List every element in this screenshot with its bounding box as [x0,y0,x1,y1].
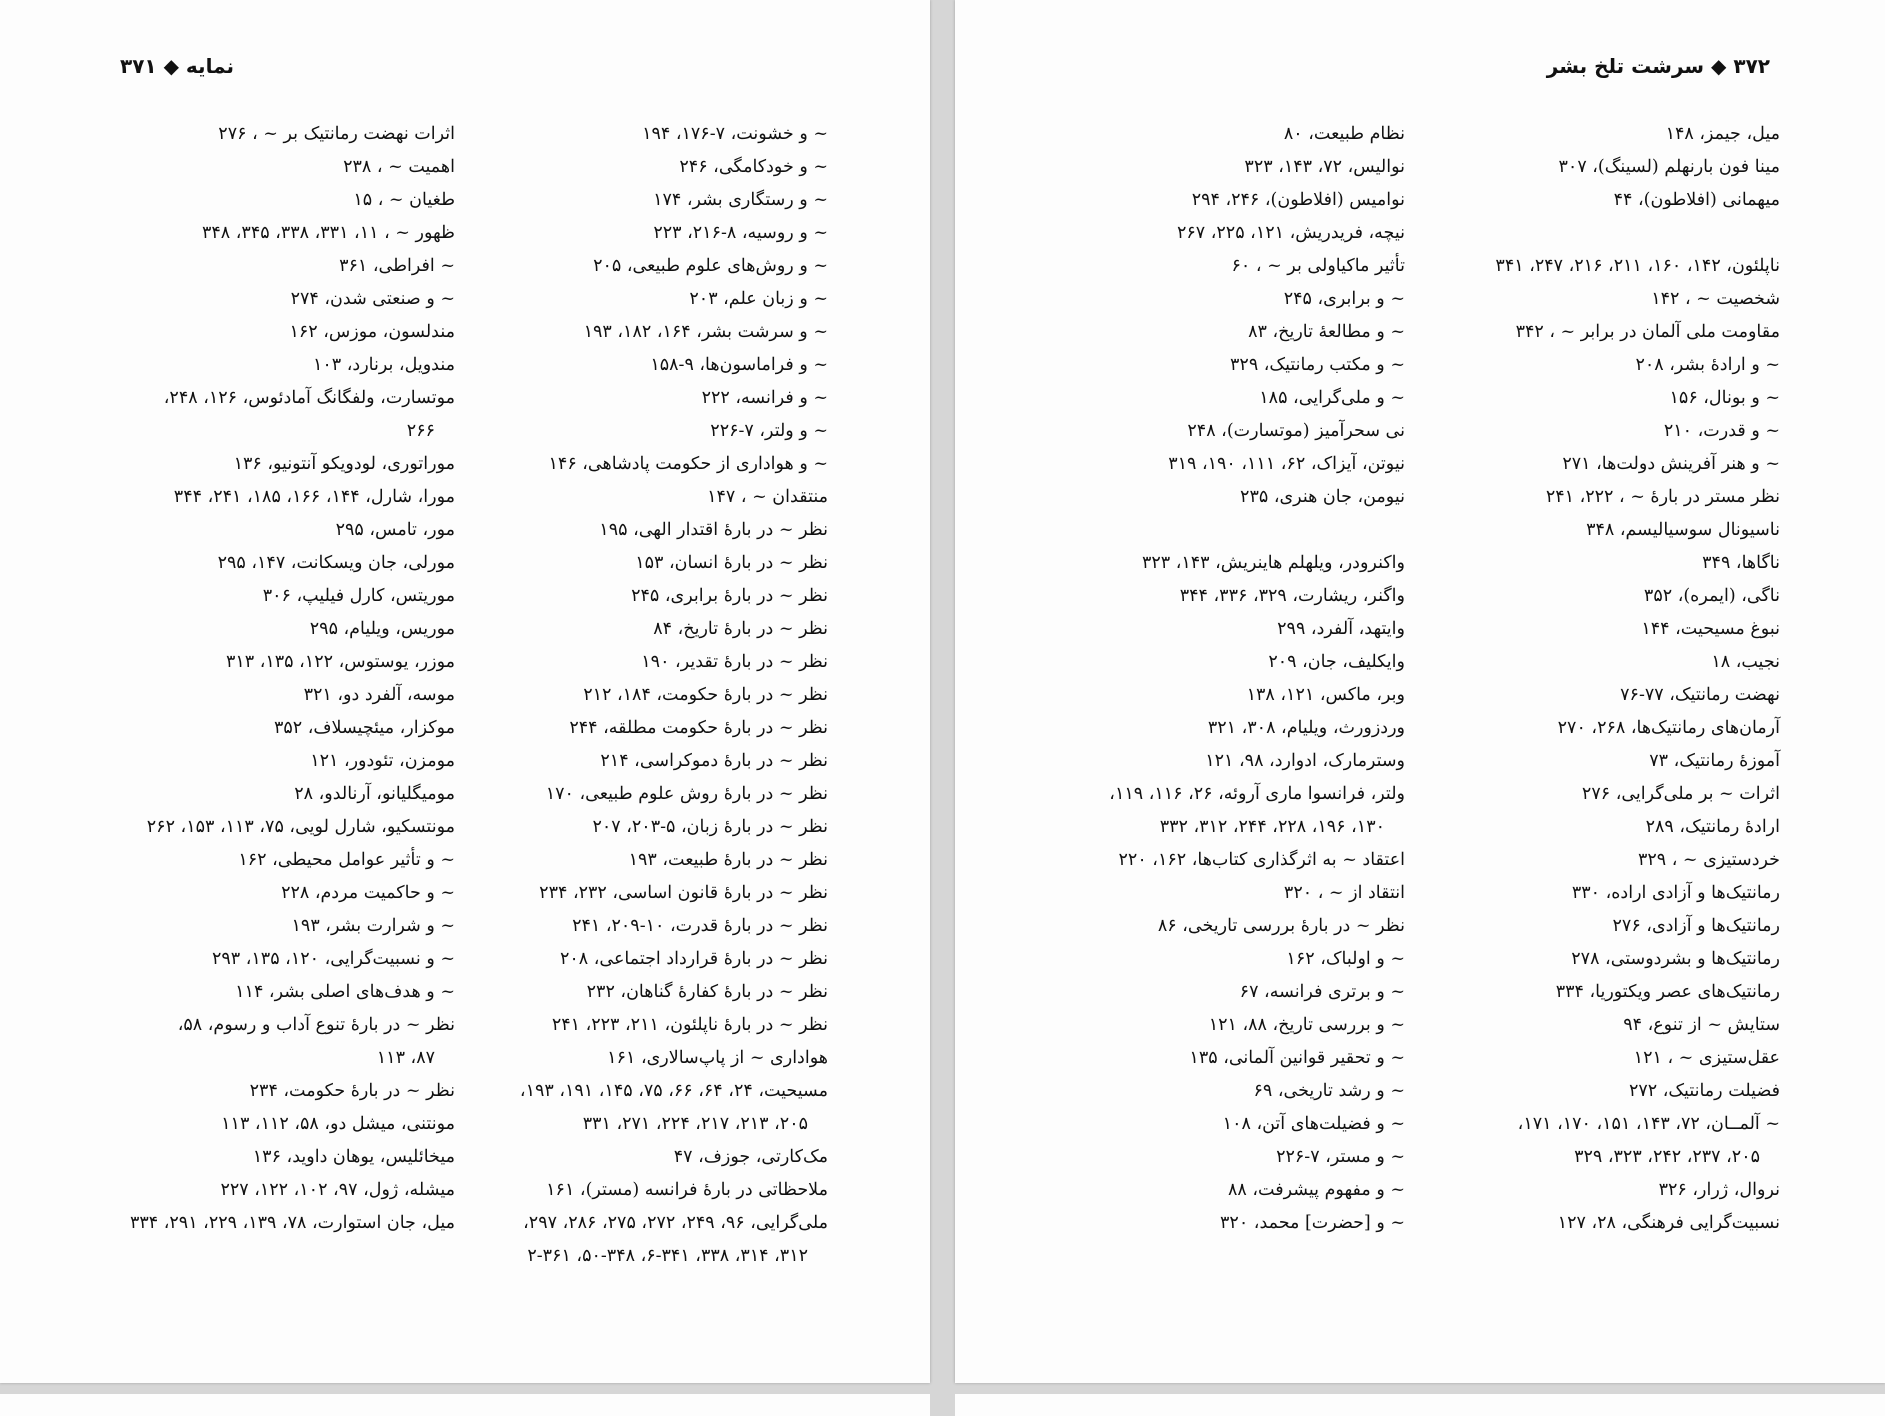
index-entry: ناگاها، ۳۴۹ [1702,553,1780,573]
index-entry: ~ و برابری، ۲۴۵ [1283,289,1405,309]
index-entry: انتقاد از ~ ، ۳۲۰ [1283,883,1405,903]
index-entry: ظهور ~ ، ۱۱، ۳۳۱، ۳۳۸، ۳۴۵، ۳۴۸ [202,223,455,243]
index-entry: مورلی، جان ویسکانت، ۱۴۷، ۲۹۵ [217,553,455,573]
index-entry: ~ و برتری فرانسه، ۶۷ [1239,982,1405,1002]
index-entry: نسبیت‌گرایی فرهنگی، ۲۸، ۱۲۷ [1557,1213,1780,1233]
index-entry: نهضت رمانتیک، ۷۷-۷۶ [1620,685,1780,705]
index-entry: نظر ~ در بارهٔ قدرت، ۱۰-۲۰۹، ۲۴۱ [572,916,828,936]
index-entry: نظر ~ در بارهٔ طبیعت، ۱۹۳ [628,850,828,870]
page-header: ۳۷۲ ◆ سرشت تلخ بشر [1546,54,1770,78]
index-entry: نظر ~ در بارهٔ تنوع آداب و رسوم، ۵۸، [177,1015,455,1035]
index-entry: نظر ~ در بارهٔ انسان، ۱۵۳ [635,553,828,573]
index-entry: موراتوری، لودویکو آنتونیو، ۱۳۶ [233,454,455,474]
index-entry: ~ و حاکمیت مردم، ۲۲۸ [281,883,455,903]
index-entry: ~ و مستر، ۷-۲۲۶ [1276,1147,1405,1167]
index-entry: نظر ~ در بارهٔ ناپلئون، ۲۱۱، ۲۲۳، ۲۴۱ [551,1015,828,1035]
index-column-left [105,118,455,1240]
index-entry: تأثیر ماکیاولی بر ~ ، ۶۰ [1231,256,1405,276]
index-entry: نظر ~ در بارهٔ قانون اساسی، ۲۳۲، ۲۳۴ [539,883,828,903]
index-entry: ۱۳۰، ۱۹۶، ۲۲۸، ۲۴۴، ۳۱۲، ۳۳۲ [1159,817,1385,837]
index-entry: نیچه، فریدریش، ۱۲۱، ۲۲۵، ۲۶۷ [1176,223,1405,243]
index-entry: ~ و قدرت، ۲۱۰ [1663,421,1780,441]
index-entry: ~ و تأثیر عوامل محیطی، ۱۶۲ [238,850,455,870]
index-entry: ~ و بررسی تاریخ، ۸۸، ۱۲۱ [1208,1015,1405,1035]
index-entry: نظر ~ در بارهٔ اقتدار الهی، ۱۹۵ [599,520,828,540]
index-entry: ~ و فضیلت‌های آتن، ۱۰۸ [1222,1114,1405,1134]
index-entry: نوامیس (افلاطون)، ۲۴۶، ۲۹۴ [1191,190,1405,210]
index-entry: نیومن، جان هنری، ۲۳۵ [1240,487,1405,507]
index-entry: ناگی، (ایمره)، ۳۵۲ [1643,586,1780,606]
index-entry: رمانتیک‌ها و بشردوستی، ۲۷۸ [1571,949,1780,969]
index-entry: اهمیت ~ ، ۲۳۸ [343,157,455,177]
index-entry: مندویل، برنارد، ۱۰۳ [312,355,455,375]
index-entry: مومزن، تئودور، ۱۲۱ [310,751,455,771]
index-entry: مسیحیت، ۲۴، ۶۴، ۶۶، ۷۵، ۱۴۵، ۱۹۱، ۱۹۳، [519,1081,828,1101]
index-entry: ۲۰۵، ۲۱۳، ۲۱۷، ۲۲۴، ۲۷۱، ۳۳۱ [582,1114,808,1134]
page-header: نمایه ◆ ۳۷۱ [120,54,234,78]
index-entry: ~ و خشونت، ۷-۱۷۶، ۱۹۴ [642,124,828,144]
index-entry: مومیگلیانو، آرنالدو، ۲۸ [294,784,455,804]
index-column-right [488,118,828,1273]
index-entry: منتقدان ~ ، ۱۴۷ [707,487,828,507]
index-column-right [1450,118,1780,1240]
index-entry: نیوتن، آیزاک، ۶۲، ۱۱۱، ۱۹۰، ۳۱۹ [1168,454,1405,474]
index-entry: ۲۶۶ [406,421,435,441]
index-entry: ۳۱۲، ۳۱۴، ۳۳۸، ۶-۳۴۱، ۵۰-۳۴۸، ۲-۳۶۱ [527,1246,808,1266]
index-entry: نظر مستر در بارهٔ ~ ، ۲۲۲، ۲۴۱ [1545,487,1780,507]
index-entry [1055,514,1405,547]
index-entry: نی سحرآمیز (موتسارت)، ۲۴۸ [1187,421,1405,441]
index-entry: وردزورث، ویلیام، ۳۰۸، ۳۲۱ [1207,718,1405,738]
index-entry: ~ و مکتب رمانتیک، ۳۲۹ [1230,355,1405,375]
index-entry: مقاومت ملی آلمان در برابر ~ ، ۳۴۲ [1515,322,1780,342]
index-entry: واگنر، ریشارت، ۳۲۹، ۳۳۶، ۳۴۴ [1179,586,1405,606]
index-entry: میل، جان استوارت، ۷۸، ۱۳۹، ۲۲۹، ۲۹۱، ۳۳۴ [129,1213,455,1233]
index-entry: ستایش ~ از تنوع، ۹۴ [1623,1015,1780,1035]
index-entry: ~ و فراماسون‌ها، ۹-۱۵۸ [650,355,828,375]
index-entry: نجیب، ۱۸ [1711,652,1780,672]
index-entry: ~ و زبان علم، ۲۰۳ [689,289,828,309]
index-entry: فضیلت رمانتیک، ۲۷۲ [1628,1081,1780,1101]
index-entry: ~ و بونال، ۱۵۶ [1669,388,1780,408]
index-entry: نظر ~ در بارهٔ حکومت، ۱۸۴، ۲۱۲ [583,685,828,705]
index-entry: ~ و هنر آفرینش دولت‌ها، ۲۷۱ [1562,454,1780,474]
index-entry: نظام طبیعت، ۸۰ [1283,124,1405,144]
index-entry: نبوغ مسیحیت، ۱۴۴ [1641,619,1780,639]
index-entry: رمانتیک‌ها و آزادی اراده، ۳۳۰ [1571,883,1780,903]
index-entry: خردستیزی ~ ، ۳۲۹ [1637,850,1780,870]
index-entry: ~ و رشد تاریخی، ۶۹ [1253,1081,1405,1101]
index-entry: مونتنی، میشل دو، ۵۸، ۱۱۲، ۱۱۳ [221,1114,455,1134]
index-entry: هواداری ~ از پاپ‌سالاری، ۱۶۱ [607,1048,828,1068]
index-entry: اعتقاد ~ به اثرگذاری کتاب‌ها، ۱۶۲، ۲۲۰ [1118,850,1405,870]
index-entry: ~ افراطی، ۳۶۱ [339,256,455,276]
index-entry: شخصیت ~ ، ۱۴۲ [1651,289,1780,309]
index-entry: ناپلئون، ۱۴۲، ۱۶۰، ۲۱۱، ۲۱۶، ۲۴۷، ۳۴۱ [1495,256,1780,276]
index-entry: ~ آلمــان، ۷۲، ۱۴۳، ۱۵۱، ۱۷۰، ۱۷۱، [1517,1114,1780,1134]
index-entry: وایتهد، آلفرد، ۲۹۹ [1277,619,1405,639]
index-entry: ~ و مطالعهٔ تاریخ، ۸۳ [1248,322,1405,342]
index-entry: واکنرودر، ویلهلم هاینریش، ۱۴۳، ۳۲۳ [1141,553,1405,573]
index-entry: نروال، ژرار، ۳۲۶ [1658,1180,1780,1200]
index-entry: نظر ~ در بارهٔ حکومت مطلقه، ۲۴۴ [569,718,828,738]
index-entry: ولتر، فرانسوا ماری آروئه، ۲۶، ۱۱۶، ۱۱۹، [1109,784,1405,804]
index-entry: نظر ~ در بارهٔ تقدیر، ۱۹۰ [641,652,828,672]
index-column-left [1055,118,1405,1240]
index-entry: موسه، آلفرد دو، ۳۲۱ [303,685,455,705]
index-entry: ~ و شرارت بشر، ۱۹۳ [291,916,455,936]
index-entry: نظر ~ در بارهٔ زبان، ۵-۲۰۳، ۲۰۷ [592,817,828,837]
index-entry: ~ و رستگاری بشر، ۱۷۴ [653,190,828,210]
index-entry: نظر ~ در بارهٔ تاریخ، ۸۴ [653,619,828,639]
index-entry: ۸۷، ۱۱۳ [376,1048,435,1068]
index-entry: میهمانی (افلاطون)، ۴۴ [1613,190,1780,210]
index-entry: ملاحظاتی در بارهٔ فرانسه (مستر)، ۱۶۱ [546,1180,828,1200]
index-entry: نظر ~ در بارهٔ بررسی تاریخی، ۸۶ [1157,916,1405,936]
index-entry: ~ و هدف‌های اصلی بشر، ۱۱۴ [235,982,455,1002]
index-entry: ~ و اولباک، ۱۶۲ [1286,949,1405,969]
index-entry: آرمان‌های رمانتیک‌ها، ۲۶۸، ۲۷۰ [1557,718,1780,738]
index-entry: ~ و نسبیت‌گرایی، ۱۲۰، ۱۳۵، ۲۹۳ [211,949,455,969]
index-entry: اثرات نهضت رمانتیک بر ~ ، ۲۷۶ [218,124,455,144]
next-page-edge [955,1394,1885,1416]
index-entry: میخائلیس، یوهان داوید، ۱۳۶ [252,1147,455,1167]
index-entry: ~ و ولتر، ۷-۲۲۶ [710,421,828,441]
index-entry: ۲۰۵، ۲۳۷، ۲۴۲، ۳۲۳، ۳۲۹ [1574,1147,1760,1167]
index-entry: موزر، یوستوس، ۱۲۲، ۱۳۵، ۳۱۳ [225,652,455,672]
index-entry: اثرات ~ بر ملی‌گرایی، ۲۷۶ [1581,784,1780,804]
index-entry: مندلسون، موزس، ۱۶۲ [289,322,455,342]
index-entry: عقل‌ستیزی ~ ، ۱۲۱ [1633,1048,1780,1068]
index-entry: میشله، ژول، ۹۷، ۱۰۲، ۱۲۲، ۲۲۷ [220,1180,455,1200]
index-entry: ~ و خودکامگی، ۲۴۶ [679,157,828,177]
index-entry: ~ و روسیه، ۸-۲۱۶، ۲۲۳ [653,223,828,243]
index-entry: ~ و سرشت بشر، ۱۶۴، ۱۸۲، ۱۹۳ [583,322,828,342]
index-entry: آموزهٔ رمانتیک، ۷۳ [1649,751,1780,771]
index-entry [1450,217,1780,250]
index-entry: ~ و فرانسه، ۲۲۲ [701,388,828,408]
index-entry: ~ و هواداری از حکومت پادشاهی، ۱۴۶ [548,454,828,474]
index-entry: موکزار، میئچیسلاف، ۳۵۲ [273,718,455,738]
index-entry: ~ و ملی‌گرایی، ۱۸۵ [1259,388,1405,408]
index-entry: مک‌کارتی، جوزف، ۴۷ [673,1147,828,1167]
index-entry: نظر ~ در بارهٔ روش علوم طبیعی، ۱۷۰ [545,784,828,804]
right-page [955,0,1885,1383]
index-entry: وسترمارک، ادوارد، ۹۸، ۱۲۱ [1205,751,1405,771]
index-entry: ~ و [حضرت] محمد، ۳۲۰ [1220,1213,1405,1233]
index-entry: ~ و روش‌های علوم طبیعی، ۲۰۵ [593,256,828,276]
index-entry: مورا، شارل، ۱۴۴، ۱۶۶، ۱۸۵، ۲۴۱، ۳۴۴ [173,487,455,507]
index-entry: ~ و صنعتی شدن، ۲۷۴ [290,289,455,309]
index-entry: وایکلیف، جان، ۲۰۹ [1268,652,1405,672]
index-entry: ~ و مفهوم پیشرفت، ۸۸ [1228,1180,1405,1200]
index-entry: نظر ~ در بارهٔ حکومت، ۲۳۴ [249,1081,455,1101]
index-entry: ~ و تحقیر قوانین آلمانی، ۱۳۵ [1189,1048,1405,1068]
left-page [0,0,930,1383]
index-entry: نظر ~ در بارهٔ قرارداد اجتماعی، ۲۰۸ [559,949,828,969]
index-entry: نظر ~ در بارهٔ برابری، ۲۴۵ [631,586,828,606]
index-entry: رمانتیک‌ها و آزادی، ۲۷۶ [1612,916,1780,936]
index-entry: مینا فون بارنهلم (لسینگ)، ۳۰۷ [1558,157,1780,177]
index-entry: ناسیونال سوسیالیسم، ۳۴۸ [1586,520,1780,540]
index-entry: موتسارت، ولفگانگ آمادئوس، ۱۲۶، ۲۴۸، [163,388,455,408]
index-entry: وبر، ماکس، ۱۲۱، ۱۳۸ [1246,685,1405,705]
index-entry: نظر ~ در بارهٔ کفارهٔ گناهان، ۲۳۲ [586,982,828,1002]
next-page-edge [0,1394,930,1416]
index-entry: رمانتیک‌های عصر ویکتوریا، ۳۳۴ [1555,982,1780,1002]
index-entry: میل، جیمز، ۱۴۸ [1665,124,1780,144]
index-entry: نظر ~ در بارهٔ دموکراسی، ۲۱۴ [600,751,828,771]
index-entry: طغیان ~ ، ۱۵ [353,190,455,210]
index-entry: موریتس، کارل فیلیپ، ۳۰۶ [262,586,455,606]
index-entry: ~ و ارادهٔ بشر، ۲۰۸ [1635,355,1780,375]
index-entry: موریس، ویلیام، ۲۹۵ [309,619,455,639]
index-entry: ملی‌گرایی، ۹۶، ۲۴۹، ۲۷۲، ۲۷۵، ۲۸۶، ۲۹۷، [523,1213,828,1233]
index-entry: نوالیس، ۷۲، ۱۴۳، ۳۲۳ [1244,157,1405,177]
index-entry: مور، تامس، ۲۹۵ [335,520,455,540]
index-entry: مونتسکیو، شارل لویی، ۷۵، ۱۱۳، ۱۵۳، ۲۶۲ [146,817,455,837]
index-entry: ارادهٔ رمانتیک، ۲۸۹ [1645,817,1780,837]
